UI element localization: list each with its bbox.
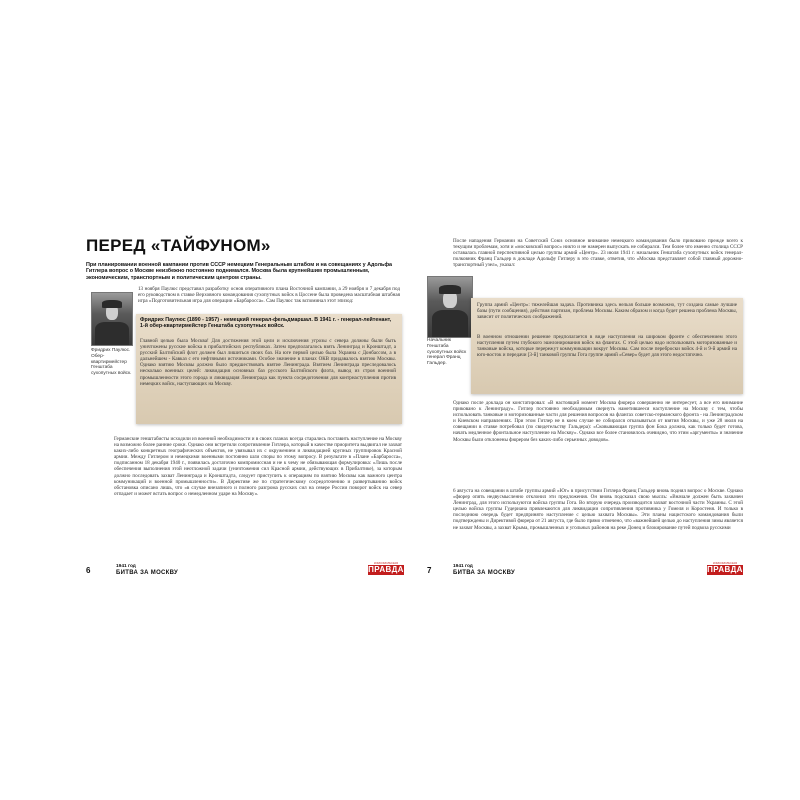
kp-logo: КОМСОМОЛЬСКАЯ ПРАВДА — [368, 562, 404, 574]
photo-caption: Фридрих Паулюс. Обер-квартирмейстер Генштаба сухопутных войск. — [91, 348, 132, 377]
series-year: 1941 год — [453, 564, 473, 569]
series-name: БИТВА ЗА МОСКВУ — [116, 570, 179, 576]
intro-paragraph: После нападения Германии на Советский Союз основное внимание немецкого командования было прикованo прежде всего к текущим проблемам, хотя и «московский вопрос» никто и не намерен выпускать не собирался. Тем более что именно столица СССР оставалась главной перспективной целью группы армий «Центр». 23 июля 1941 г. начальник Генштаба сухопутных войск генерал-полковник Франц Гальдер в докладе Адольфу Гитлеру в это ставке, ответив, что «Москва представляет собой главный дорожно-транспортный узел», указал: — [453, 238, 743, 269]
quote-box — [471, 298, 743, 394]
series-name: БИТВА ЗА МОСКВУ — [453, 570, 516, 576]
quote-box-heading: Фридрих Паулюс (1890 - 1957) - немецкий генерал-фельдмаршал. В 1941 г. - генерал-лейтенант, 1-й обер-квартирмейстер Генштаба сухопутных войск. — [140, 317, 392, 330]
photo-caption: Начальник Генштаба сухопутных войск генерал Франц Гальдер. — [427, 338, 467, 367]
quote-box-text: Главной целью была Москва! Для достижения этой цели и исключения угрозы с севера должны были быть уничтожены русские войска в прибалтийских республиках. Затем предполагалось взять Ленинград и Кронштадт, а русский Балтийский флот должен был лишиться своих баз. На юге первой целью была Украина с Донбассом, а в дальнейшем - Кавказ с его нефтяными источниками. Особое значение в планах ОКВ придавалось взятию Москвы. Однако взятию Москвы должно было предшествовать взятие Ленинграда. Взятием Ленинграда преследовалось несколько военных целей: ликвидация основных баз русского Балтийского флота, вывод из строя военной промышленности этого города и ликвидация Ленинграда как пункта сосредоточения для контрнаступления против немецких войск, наступающих на Москву. — [140, 338, 396, 387]
body-paragraph-2: 6 августа на совещании в штабе группы армий «Юг» в присутствии Гитлера Франц Гальдер вновь поднял вопрос о Москве. Однако «фюрер опять недвусмысленно отклонил эти предложения. Он вновь подсказал свою мысль: «Вначале должен быть захвачен Ленинград, для этого используются войска группы Гота. Во вторую очередь производится захват восточной части Украины. С этой целью войска группы Гудериана привлекаются для ликвидации сопротивления противника у Гомеля и Коростеня. И только в последнюю очередь будет предпринято наступление с целью захвата Москвы». Эти планы нацистского командования были подтверждены и Директивой фюрера от 21 августа, где было прямо отмечено, что «важнейшей целью до наступления зимы является не захват Москвы, а захват Крыма, промышленных и угольных районов на реке Донец и блокирование путей подвоза русскими — [453, 488, 743, 531]
quote-box-text-2: В военном отношении решение предполагается в виде наступления на широком фронте с обеспечением этого наступления путем глубокого эшелонирования войск на флангах. С этой целью надо использовать моторизованные и танковые войска, которые перережут коммуникации вокруг Москвы. Сам после переброски войск 4-й и 9-й армий на юго-восток и передачи [3-й] танковой группы Гота группе армий «Север» будет для этого недостаточно. — [477, 334, 737, 359]
lead-paragraph: При планировании военной кампании против СССР немецким Генеральным штабом и на совещаниях у Адольфа Гитлера вопрос о Москве неизбежно постоянно поднимался. Москва была крупнейшим промышленным, экономическим, транспортным и политическим центром страны. — [86, 262, 393, 281]
quote-box-text: Группа армий «Центр»: тяжелейшая задача. Противника здесь нельзя больше возможно, тут создана самые лучшие базы (пути сообщения), действия партизан, проблема Москвы. Каким образом и когда будет решена проблема Москвы, зависит от политических соображений. — [477, 302, 737, 321]
left-page — [86, 226, 402, 602]
right-page — [427, 226, 743, 602]
paulus-photo — [91, 292, 133, 346]
intro-paragraph: 13 ноября Паулюс представил разработку основ оперативного плана Восточной кампании, а 29 ноября и 7 декабря под его руководством в ставке Верховного командования сухопутных войск в Цоссене была проведена масштабная штабная игра «Подготовительная игра для операции «Барбаросса». Сам Паулюс так вспоминал этот эпизод: — [138, 286, 400, 305]
series-label — [453, 564, 515, 576]
kp-logo: КОМСОМОЛЬСКАЯ ПРАВДА — [707, 562, 743, 574]
page-number: 6 — [86, 566, 91, 575]
quote-box — [136, 314, 402, 424]
series-label — [116, 564, 178, 576]
series-year: 1941 год — [116, 564, 136, 569]
page-number: 7 — [427, 566, 432, 575]
halder-photo — [427, 276, 473, 338]
page-title: ПЕРЕД «ТАЙФУНОМ» — [86, 236, 271, 255]
body-paragraph: Однако после доклада он констатировал: «В настоящий момент Москва фюрера совершенно не интересует, а все его внимание приковано к Ленинграду». Гитлер постоянно необходимым свернуть наметившееся наступление на Москву с тем, чтобы использовать танковые и моторизованные части для решения вопросов на флангах советско-германского фронта - на Ленинградском и Киевском направлениях. При этом Гитлер не в коем случае не собирался отказываться от взятия Москвы, и уже 28 июля на совещании в ставке потребовал (по свидетельству Гальдера): «Сковывающая группа фон Бока должна, как только будет готова, начать медленное фронтальное наступление на Москву». Однако все более становилось очевидно, что этим «аргументы» и значение Москвы были отклонены фюрером без каких-либо серьезных доводов». — [453, 400, 743, 443]
body-paragraph: Германские генштабисты исходили из военной необходимости и в своих планах всегда старались поставить наступление на Москву на возможно более ранние сроки. Однако они встретили сопротивление Гитлера, который в качестве приоритета выдвигал не захват каких-либо конкретных географических объектов, не увязывал их с окружением и ликвидацией крупных группировок Красной армии. Между Гитлером и немецкими военными постоянно шли споры по этому вопросу. В результате в «Плане «Барбаросса», подписанном 18 декабря 1940 г., появилась достаточно компромиссная и не к чему не обязывающая формулировка: «Лишь после обеспечения выполнения этой неотложной задачи (уничтожения сил Красной армии, действующих в Прибалтике), за которым должно последовать захват Ленинграда и Кронштадта, следует приступить к операциям по взятию Москвы как важного центра коммуникаций и военной промышленности». В Директиве же по стратегическому сосредоточению и развертыванию войск обстановка описано лишь, что «в случае внезапного и полного разгрома русских сил на севере России поворот войск на север отпадает и может встать вопрос о немедленном ударе на Москву». — [114, 436, 402, 497]
